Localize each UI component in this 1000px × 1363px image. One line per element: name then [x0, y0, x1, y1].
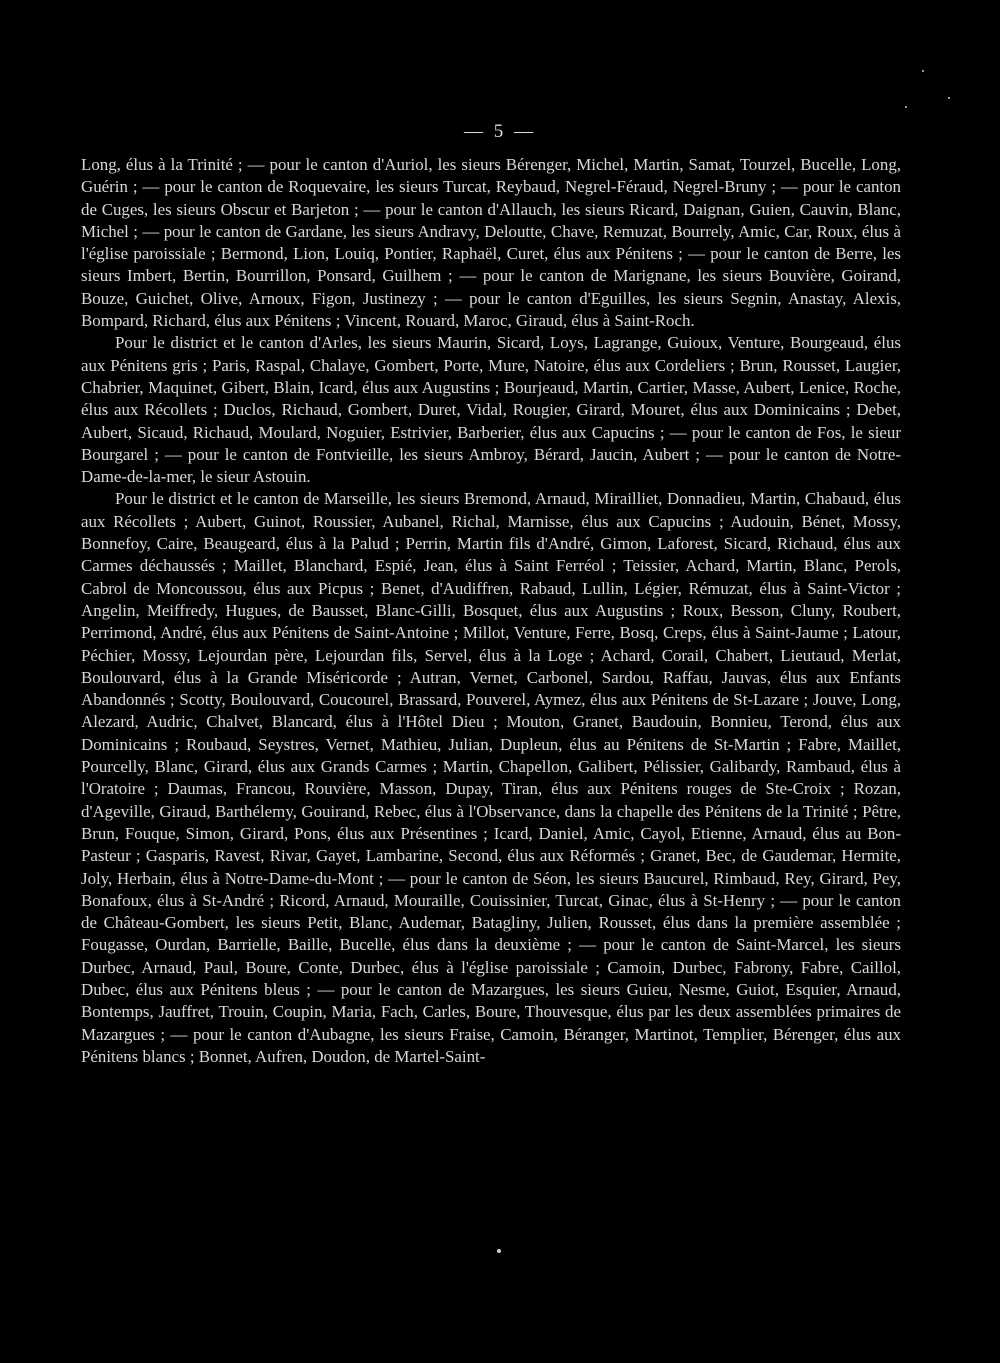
page-number: — 5 — — [464, 121, 536, 142]
paragraph-arles: Pour le district et le canton d'Arles, les sieurs Maurin, Sicard, Loys, Lagrange, Guioux, Venture, Bourgeaud, élus aux Pénitens gris ; Paris, Raspal, Chalaye, Gombert, Porte, Mure, Natoire, élus aux Cordeliers ; Brun, Rousset, Laugier, Chabrier, Maquinet, Gibert, Blain, Icard, élus aux Augustins ; Bourjeaud, Martin, Cartier, Masse, Aubert, Lenice, Roche, élus aux Récollets ; Duclos, Richaud, Gombert, Duret, Vidal, Rougier, Girard, Mouret, élus aux Dominicains ; Debet, Aubert, Sicaud, Richaud, Moulard, Noguier, Estrivier, Barberier, élus aux Capucins ; — pour le canton de Fos, le sieur Bourgarel ; — pour le canton de Fontvieille, les sieurs Ambroy, Bérard, Jaucin, Aubert ; — pour le canton de Notre-Dame-de-la-mer, le sieur Astouin. — [81, 333, 901, 487]
scan-speck — [905, 106, 907, 108]
body-text — [81, 154, 901, 1068]
paragraph-continuation: Long, élus à la Trinité ; — pour le canton d'Auriol, les sieurs Bérenger, Michel, Martin, Samat, Tourzel, Bucelle, Long, Guérin ; — pour le canton de Roquevaire, les sieurs Turcat, Reybaud, Negrel-Féraud, Negrel-Bruny ; — pour le canton de Cuges, les sieurs Obscur et Barjeton ; — pour le canton d'Allauch, les sieurs Ricard, Daignan, Guien, Cauvin, Blanc, Michel ; — pour le canton de Gardane, les sieurs Andravy, Deloutte, Chave, Remuzat, Bourrely, Amic, Car, Roux, élus à l'église paroissiale ; Bermond, Lion, Louiq, Pontier, Raphaël, Curet, élus aux Pénitens ; — pour le canton de Berre, les sieurs Imbert, Bertin, Bourrillon, Ponsard, Guilhem ; — pour le canton de Marignane, les sieurs Bouvière, Goirand, Bouze, Guichet, Olive, Arnoux, Figon, Justinezy ; — pour le canton d'Eguilles, les sieurs Segnin, Anastay, Alexis, Bompard, Richard, élus aux Pénitens ; Vincent, Rouard, Maroc, Giraud, élus à Saint-Roch. — [81, 155, 901, 331]
footer-mark — [497, 1249, 501, 1253]
paragraph-marseille: Pour le district et le canton de Marseille, les sieurs Bremond, Arnaud, Mirailliet, Donnadieu, Martin, Chabaud, élus aux Récollets ; Aubert, Guinot, Roussier, Aubanel, Richal, Marnisse, élus aux Capucins ; Audouin, Bénet, Mossy, Bonnefoy, Caire, Beaugeard, élus à la Palud ; Perrin, Martin fils d'André, Gimon, Laforest, Sicard, Richaud, élus aux Carmes déchaussés ; Maillet, Blanchard, Espié, Jean, élus à Saint Ferréol ; Teissier, Achard, Martin, Blanc, Perols, Cabrol de Moncoussou, élus aux Picpus ; Benet, d'Audiffren, Rabaud, Lullin, Légier, Rémuzat, élus à Saint-Victor ; Angelin, Meiffredy, Hugues, de Bausset, Blanc-Gilli, Bosquet, élus aux Augustins ; Roux, Besson, Cluny, Roubert, Perrimond, André, élus aux Pénitens de Saint-Antoine ; Millot, Venture, Ferre, Bosq, Creps, élus à Saint-Jaume ; Latour, Péchier, Mossy, Lejourdan père, Lejourdan fils, Servel, élus à la Loge ; Achard, Corail, Chabert, Lieutaud, Merlat, Boulouvard, élus à la Grande Miséricorde ; Autran, Vernet, Carbonel, Sardou, Raffau, Jauvas, élus aux Enfants Abandonnés ; Scotty, Boulouvard, Coucourel, Brassard, Pouverel, Aymez, élus aux Pénitens de St-Lazare ; Jouve, Long, Alezard, Audric, Chalvet, Blancard, élus à l'Hôtel Dieu ; Mouton, Granet, Baudouin, Bonnieu, Terond, élus aux Dominicains ; Roubaud, Seystres, Vernet, Mathieu, Julian, Dupleun, élus au Pénitens de St-Martin ; Fabre, Maillet, Pourcelly, Blanc, Girard, élus aux Grands Carmes ; Martin, Chapellon, Galibert, Pélissier, Galibardy, Rambaud, élus à l'Oratoire ; Daumas, Francou, Rouvière, Masson, Dupay, Tiran, élus aux Pénitens rouges de Ste-Croix ; Rozan, d'Ageville, Giraud, Barthélemy, Gouirand, Rebec, élus à l'Observance, dans la chapelle des Pénitens de la Trinité ; Pêtre, Brun, Fouque, Simon, Girard, Pons, élus aux Présentines ; Icard, Daniel, Amic, Cayol, Etienne, Arnaud, élus au Bon-Pasteur ; Gasparis, Ravest, Rivar, Gayet, Lambarine, Second, élus aux Réformés ; Granet, Bec, de Gaudemar, Hermite, Joly, Herbain, élus à Notre-Dame-du-Mont ; — pour le canton de Séon, les sieurs Baucurel, Rimbaud, Rey, Girard, Pey, Bonafoux, élus à St-André ; Ricord, Arnaud, Mouraille, Couissinier, Turcat, Ginac, élus à St-Henry ; — pour le canton de Château-Gombert, les sieurs Petit, Blanc, Audemar, Batagliny, Julien, Rousset, élus dans la première assemblée ; Fougasse, Ourdan, Barrielle, Baille, Bucelle, élus dans la deuxième ; — pour le canton de Saint-Marcel, les sieurs Durbec, Arnaud, Paul, Boure, Conte, Durbec, élus à l'église paroissiale ; Camoin, Durbec, Fabrony, Fabre, Caillol, Dubec, élus aux Pénitens bleus ; — pour le canton de Mazargues, les sieurs Guieu, Nesme, Guiot, Esquier, Arnaud, Bontemps, Jauffret, Trouin, Coupin, Maria, Fach, Carles, Boure, Thouvesque, élus par les deux assemblées primaires de Mazargues ; — pour le canton d'Aubagne, les sieurs Fraise, Camoin, Béranger, Martinot, Templier, Bérenger, élus aux Pénitens blancs ; Bonnet, Aufren, Doudon, de Martel-Saint- — [81, 489, 901, 1066]
scan-speck — [922, 70, 924, 72]
scan-speck — [948, 97, 950, 99]
